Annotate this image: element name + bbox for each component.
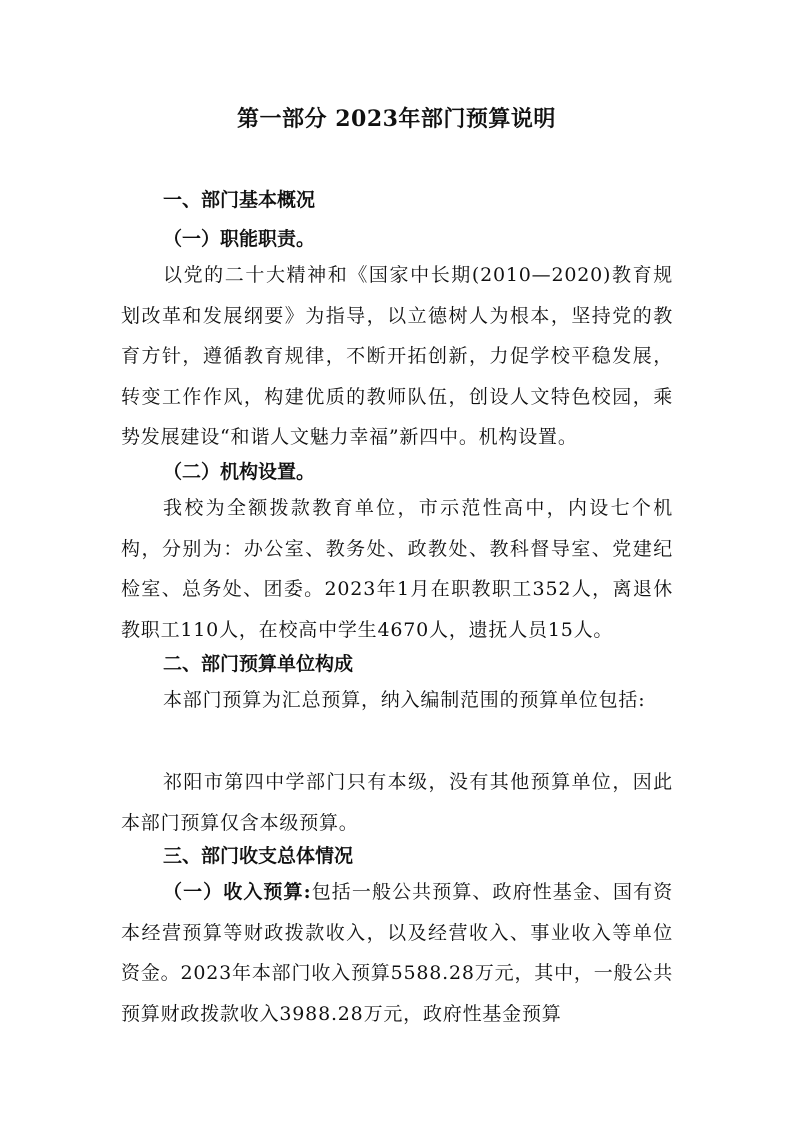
section-3-1-text <box>121 872 673 1034</box>
section-1-2-heading: （二）机构设置。 <box>163 461 316 483</box>
section-1-2-text: 我校为全额拨款教育单位，市示范性高中，内设七个机构，分别为：办公室、教务处、政教处、教科督导室、党建纪检室、总务处、团委。2023年1月在职教职工352人，离退休教职工110人，在校高中学生4670人，遗抚人员15人。 <box>121 497 673 641</box>
section-1-heading: 一、部门基本概况 <box>163 189 316 211</box>
section-3-1-label: （一）收入预算: <box>163 881 312 903</box>
section-2-text-1: 本部门预算为汇总预算，纳入编制范围的预算单位包括: <box>163 689 646 711</box>
section-3-1-body: 包括一般公共预算、政府性基金、国有资本经营预算等财政拨款收入，以及经营收入、事业收入等单位资金。2023年本部门收入预算5588.28万元，其中，一般公共预算财政拨款收入3988.28万元，政府性基金预算 <box>121 881 674 1025</box>
section-2-heading: 二、部门预算单位构成 <box>163 653 354 675</box>
page-title: 第一部分 2023年部门预算说明 <box>237 106 556 132</box>
section-2-text-2: 祁阳市第四中学部门只有本级，没有其他预算单位，因此本部门预算仅含本级预算。 <box>121 771 673 834</box>
section-1-1-text: 以党的二十大精神和《国家中长期(2010—2020)教育规划改革和发展纲要》为指导，以立德树人为根本，坚持党的教育方针，遵循教育规律，不断开拓创新，力促学校平稳发展，转变工作作风，构建优质的教师队伍，创设人文特色校园，乘势发展建设“和谐人文魅力幸福”新四中。机构设置。 <box>121 264 673 449</box>
section-1-1-heading: （一）职能职责。 <box>163 228 316 250</box>
section-3-heading: 三、部门收支总体情况 <box>163 845 354 867</box>
